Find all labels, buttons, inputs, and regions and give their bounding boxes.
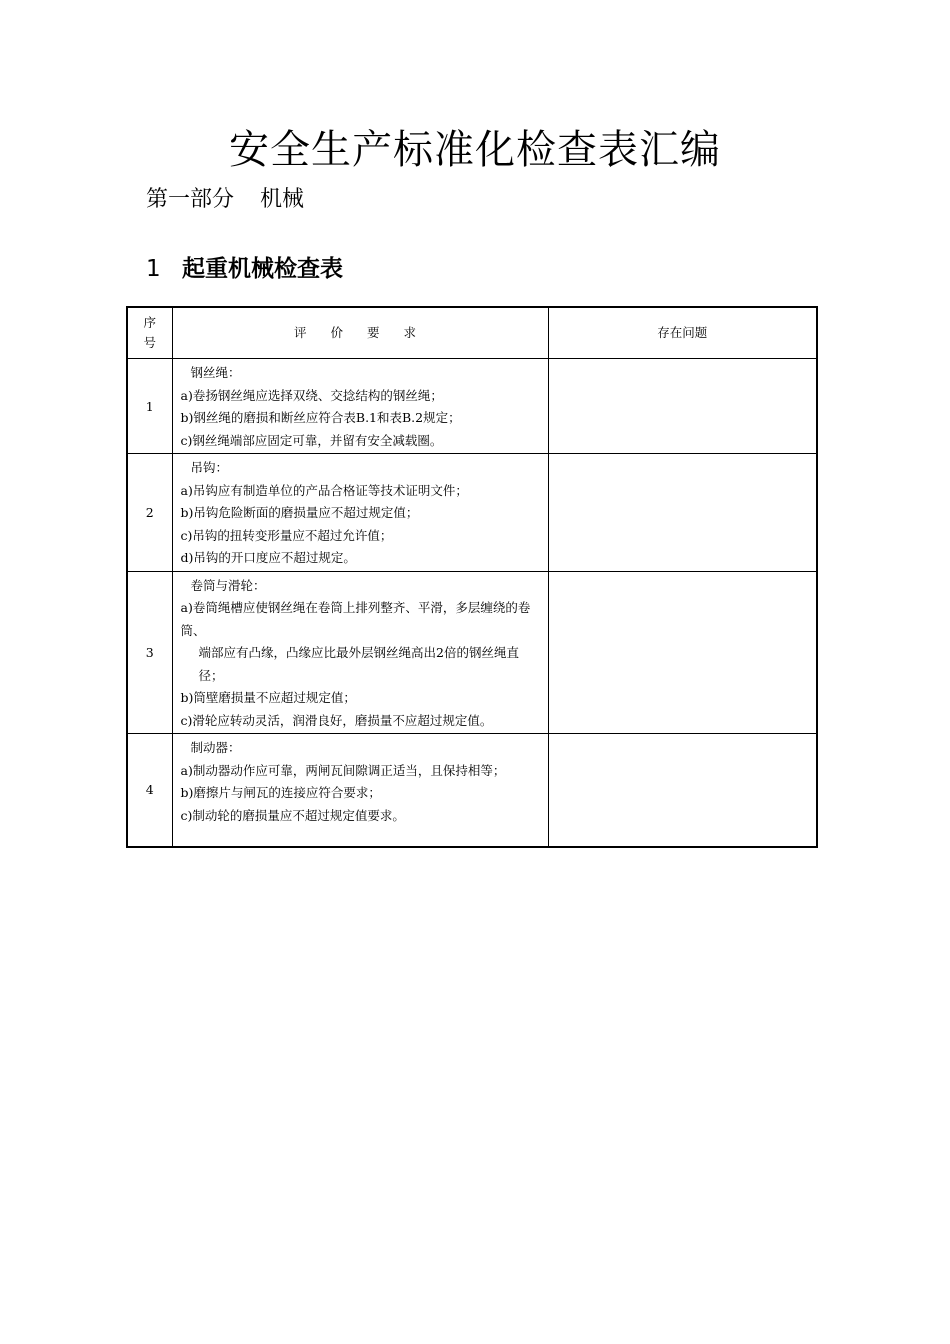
requirement-item: c)滑轮应转动灵活，润滑良好，磨损量不应超过规定值。 bbox=[180, 712, 493, 728]
requirement-item: b)磨擦片与闸瓦的连接应符合要求； bbox=[180, 785, 381, 800]
requirement-title: 卷筒与滑轮： bbox=[190, 577, 266, 593]
table-row bbox=[127, 571, 817, 734]
table-header-row bbox=[127, 307, 817, 359]
requirement-item: c)制动轮的磨损量应不超过规定值要求。 bbox=[180, 807, 405, 823]
header-requirement bbox=[172, 307, 548, 359]
requirement-item: a)卷筒绳槽应使钢丝绳在卷筒上排列整齐、平滑，多层缠绕的卷筒、 bbox=[180, 600, 531, 638]
document-title: 安全生产标准化检查表汇编 bbox=[229, 127, 721, 173]
section-heading bbox=[146, 252, 343, 286]
row-issue-cell[interactable] bbox=[548, 571, 817, 734]
row-requirement bbox=[172, 734, 548, 847]
requirement-item: b)钢丝绳的磨损和断丝应符合表B.1和表B.2规定； bbox=[180, 410, 461, 425]
requirement-item: b)吊钩危险断面的磨损量应不超过规定值； bbox=[180, 505, 419, 520]
row-requirement bbox=[172, 454, 548, 572]
inspection-table bbox=[126, 306, 818, 848]
requirement-item: b)筒壁磨损量不应超过规定值； bbox=[180, 690, 356, 705]
requirement-item: d)吊钩的开口度应不超过规定。 bbox=[180, 550, 356, 565]
table-row bbox=[127, 359, 817, 454]
header-issue bbox=[548, 307, 817, 359]
requirement-item: c)吊钩的扭转变形量应不超过允许值； bbox=[180, 527, 393, 543]
requirement-item: a)制动器动作应可靠，两闸瓦间隙调正适当，且保持相等； bbox=[180, 762, 506, 778]
row-requirement bbox=[172, 359, 548, 454]
requirement-item: a)卷扬钢丝绳应选择双绕、交捻结构的钢丝绳； bbox=[180, 387, 443, 403]
table-row bbox=[127, 454, 817, 572]
part-heading bbox=[146, 184, 304, 216]
part-name: 机械 bbox=[260, 187, 305, 212]
requirement-item: c)钢丝绳端部应固定可靠，并留有安全减载圈。 bbox=[180, 432, 443, 448]
row-seq: 4 bbox=[127, 734, 172, 847]
row-seq: 3 bbox=[127, 571, 172, 734]
part-label: 第一部分 bbox=[146, 187, 235, 212]
row-requirement bbox=[172, 571, 548, 734]
section-title: 起重机械检查表 bbox=[182, 256, 343, 282]
requirement-item: 端部应有凸缘，凸缘应比最外层钢丝绳高出2倍的钢丝绳直径； bbox=[198, 645, 519, 683]
row-issue-cell[interactable] bbox=[548, 454, 817, 572]
header-seq bbox=[127, 307, 172, 359]
requirement-item: a)吊钩应有制造单位的产品合格证等技术证明文件； bbox=[180, 482, 468, 498]
header-requirement-label: 评 价 要 求 bbox=[294, 325, 426, 340]
header-issue-label: 存在问题 bbox=[657, 325, 708, 340]
header-seq-label: 序号 bbox=[143, 315, 156, 350]
row-issue-cell[interactable] bbox=[548, 359, 817, 454]
row-seq: 1 bbox=[127, 359, 172, 454]
requirement-title: 制动器： bbox=[190, 740, 241, 755]
row-issue-cell[interactable] bbox=[548, 734, 817, 847]
section-number: 1 bbox=[146, 256, 161, 282]
requirement-title: 钢丝绳： bbox=[190, 365, 241, 380]
table-row bbox=[127, 734, 817, 847]
row-seq: 2 bbox=[127, 454, 172, 572]
requirement-title: 吊钩： bbox=[190, 460, 229, 475]
